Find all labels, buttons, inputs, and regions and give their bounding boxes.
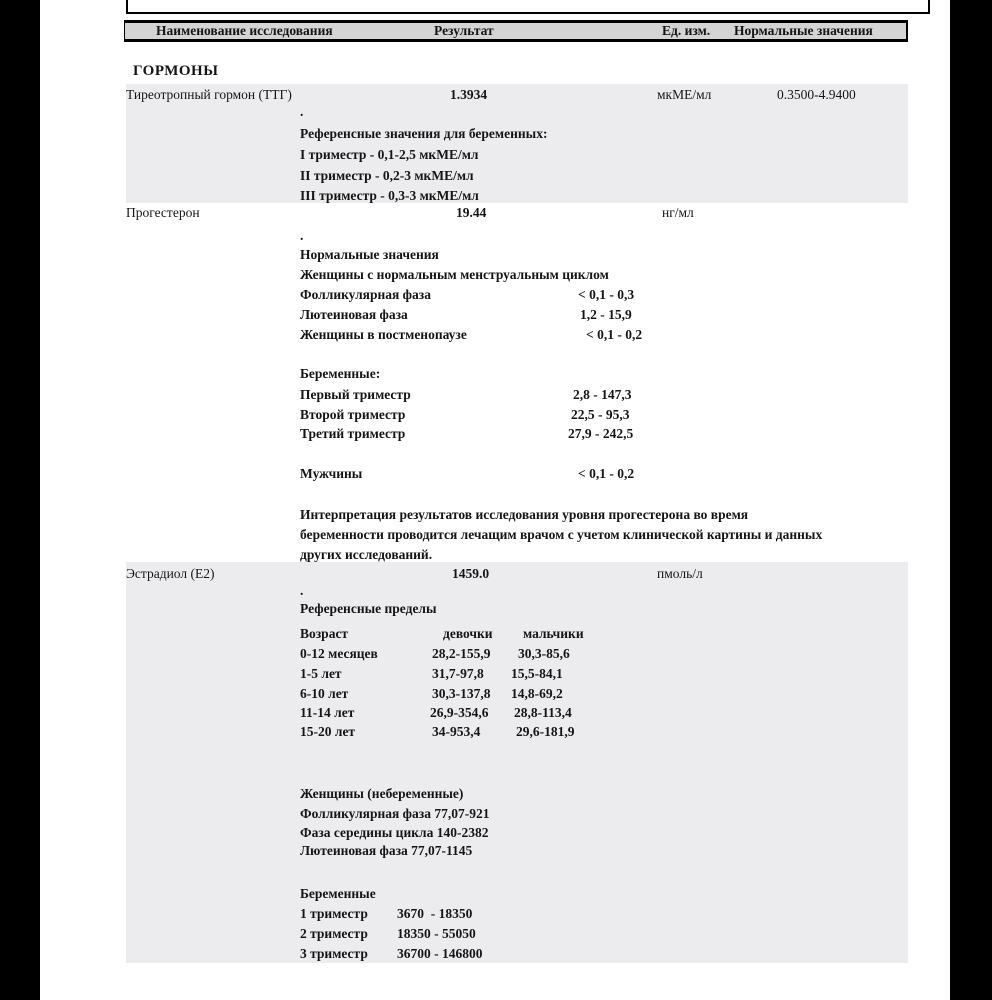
girls-cell: 34-953,4 <box>432 724 481 739</box>
test-result-ttg: 1.3934 <box>450 87 488 102</box>
ref-value: 18350 - 55050 <box>397 926 476 941</box>
ref-value: 36700 - 146800 <box>397 946 483 961</box>
column-header-name: Наименование исследования <box>156 23 333 38</box>
column-header-result: Результат <box>434 23 494 38</box>
ref-label: 3 триместр <box>300 946 368 961</box>
ref-value: 1,2 - 15,9 <box>580 307 632 322</box>
test-result-estradiol: 1459.0 <box>452 566 490 581</box>
test-units-ttg: мкМЕ/мл <box>657 87 712 102</box>
test-units-progesterone: нг/мл <box>662 205 694 220</box>
page-break-box <box>126 0 930 14</box>
comment-heading-pregnant-e2: Беременные <box>300 886 376 901</box>
age-table-col-girls: девочки <box>443 626 493 641</box>
girls-cell: 28,2-155,9 <box>432 646 491 661</box>
comment-line: Лютеиновая фаза 77,07-1145 <box>300 843 473 858</box>
comment-dot: . <box>300 104 304 119</box>
ref-label: 2 триместр <box>300 926 368 941</box>
girls-cell: 31,7-97,8 <box>432 666 484 681</box>
section-title-hormones: ГОРМОНЫ <box>133 63 219 79</box>
test-name-ttg: Тиреотропный гормон (ТТГ) <box>126 87 292 102</box>
ref-value: 27,9 - 242,5 <box>568 426 634 441</box>
ref-value-men: < 0,1 - 0,2 <box>578 466 635 481</box>
girls-cell: 26,9-354,6 <box>430 705 489 720</box>
ref-label: Первый триместр <box>300 387 411 402</box>
interpretation-note: Интерпретация результатов исследования уровня прогестерона во время беременности проводится лечащим врачом с учетом клинической картины и данных других исследований. <box>300 507 823 562</box>
ref-label: Второй триместр <box>300 407 406 422</box>
test-name-progesterone: Прогестерон <box>126 205 200 220</box>
comment-title-ttg: Референсные значения для беременных: <box>300 126 548 141</box>
boys-cell: 29,6-181,9 <box>516 724 575 739</box>
age-cell: 15-20 лет <box>300 724 356 739</box>
age-cell: 1-5 лет <box>300 666 342 681</box>
ref-value: 3670 - 18350 <box>397 906 473 921</box>
ref-label: Женщины в постменопаузе <box>300 327 467 342</box>
test-result-progesterone: 19.44 <box>456 205 487 220</box>
age-table-col-boys: мальчики <box>523 626 584 641</box>
column-header-units: Ед. изм. <box>662 23 711 38</box>
ref-value: < 0,1 - 0,2 <box>586 327 643 342</box>
age-cell: 0-12 месяцев <box>300 646 378 661</box>
ref-value: 22,5 - 95,3 <box>571 407 630 422</box>
comment-line: II триместр - 0,2-3 мкМЕ/мл <box>300 168 474 183</box>
ref-value: 2,8 - 147,3 <box>573 387 632 402</box>
comment-line: Фаза середины цикла 140-2382 <box>300 825 489 840</box>
test-normal-ttg: 0.3500-4.9400 <box>777 87 856 102</box>
comment-heading-normal-values: Нормальные значения <box>300 247 439 262</box>
comment-heading-pregnant: Беременные: <box>300 366 381 381</box>
ref-label: Третий триместр <box>300 426 406 441</box>
boys-cell: 14,8-69,2 <box>511 686 563 701</box>
row-band-estradiol <box>126 562 908 963</box>
girls-cell: 30,3-137,8 <box>432 686 491 701</box>
age-table-col-age: Возраст <box>300 626 349 641</box>
test-name-estradiol: Эстрадиол (Е2) <box>126 566 215 581</box>
ref-value: < 0,1 - 0,3 <box>578 287 635 302</box>
comment-dot: . <box>300 228 304 243</box>
comment-line: I триместр - 0,1-2,5 мкМЕ/мл <box>300 147 479 162</box>
comment-line: Фолликулярная фаза 77,07-921 <box>300 806 490 821</box>
ref-label: Фолликулярная фаза <box>300 287 431 302</box>
comment-heading-ref-limits: Референсные пределы <box>300 601 437 616</box>
table-header <box>124 20 908 42</box>
test-units-estradiol: пмоль/л <box>657 566 703 581</box>
ref-label: Лютеиновая фаза <box>300 307 408 322</box>
boys-cell: 30,3-85,6 <box>518 646 570 661</box>
ref-label: 1 триместр <box>300 906 368 921</box>
comment-heading-women-cycle: Женщины с нормальным менструальным циклом <box>300 267 609 282</box>
boys-cell: 28,8-113,4 <box>514 705 572 720</box>
comment-dot: . <box>300 583 304 598</box>
comment-heading-women: Женщины (небеременные) <box>300 786 464 801</box>
comment-line: III триместр - 0,3-3 мкМЕ/мл <box>300 188 479 203</box>
boys-cell: 15,5-84,1 <box>511 666 563 681</box>
column-header-normal: Нормальные значения <box>734 23 873 38</box>
ref-label-men: Мужчины <box>300 466 363 481</box>
age-cell: 11-14 лет <box>300 705 355 720</box>
age-cell: 6-10 лет <box>300 686 349 701</box>
